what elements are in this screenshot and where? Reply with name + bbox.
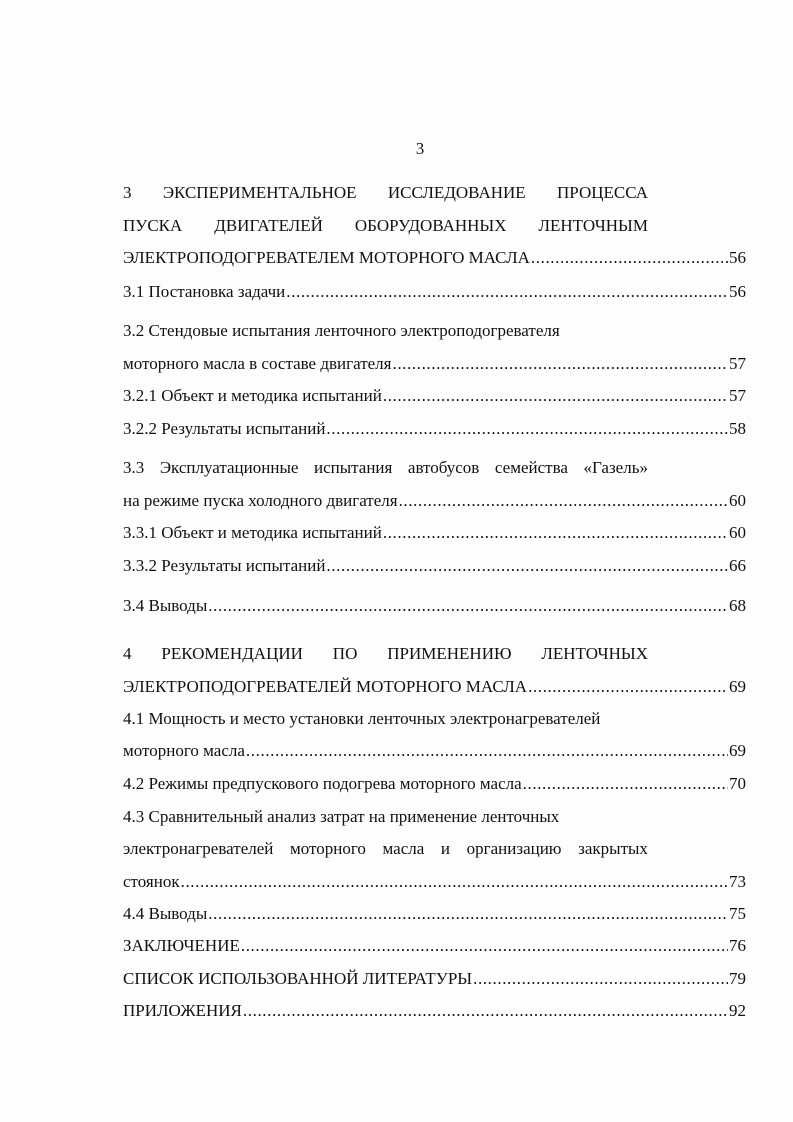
toc-entry-3-3: на режиме пуска холодного двигателя ..... 60 bbox=[123, 490, 746, 512]
page-ref: 56 bbox=[729, 248, 746, 267]
page-ref: 57 bbox=[729, 354, 746, 373]
toc-entry-chapter-3: ЭЛЕКТРОПОДОГРЕВАТЕЛЕМ МОТОРНОГО МАСЛА ..... 56 bbox=[123, 247, 746, 269]
toc-chapter-3-title-line-2: ПУСКА ДВИГАТЕЛЕЙ ОБОРУДОВАННЫХ ЛЕНТОЧНЫМ bbox=[123, 216, 648, 235]
page-ref: 73 bbox=[729, 872, 746, 891]
page-ref: 69 bbox=[729, 677, 746, 696]
toc-entry-3-3-1: 3.3.1 Объект и методика испытаний ..... 60 bbox=[123, 522, 746, 544]
page-ref: 60 bbox=[729, 523, 746, 542]
page-ref: 76 bbox=[729, 936, 746, 955]
toc-entry-3-4: 3.4 Выводы ..... 68 bbox=[123, 595, 746, 617]
toc-entry-4-3: стоянок ..... 73 bbox=[123, 871, 746, 893]
toc-entry-3-3-2: 3.3.2 Результаты испытаний ..... 66 bbox=[123, 555, 746, 577]
toc-entry-3-2-2: 3.2.2 Результаты испытаний ..... 58 bbox=[123, 418, 746, 440]
toc-entry-4-1-line-1: 4.1 Мощность и место установки ленточных электронагревателей bbox=[123, 709, 601, 728]
page-ref: 92 bbox=[729, 1001, 746, 1020]
toc-entry-4-3-line-1: 4.3 Сравнительный анализ затрат на применение ленточных bbox=[123, 807, 560, 826]
page-ref: 66 bbox=[729, 556, 746, 575]
page-ref: 58 bbox=[729, 419, 746, 438]
toc-entry-3-3-line-1: 3.3 Эксплуатационные испытания автобусов семейства «Газель» bbox=[123, 458, 648, 477]
toc-entry-references: СПИСОК ИСПОЛЬЗОВАННОЙ ЛИТЕРАТУРЫ ..... 79 bbox=[123, 968, 746, 990]
page-ref: 79 bbox=[729, 969, 746, 988]
toc-entry-4-4: 4.4 Выводы ..... 75 bbox=[123, 903, 746, 925]
page-number: 3 bbox=[415, 139, 425, 158]
toc-entry-3-2-line-1: 3.2 Стендовые испытания ленточного электроподогревателя bbox=[123, 321, 560, 340]
page-ref: 75 bbox=[729, 904, 746, 923]
page-ref: 70 bbox=[729, 774, 746, 793]
toc-entry-conclusion: ЗАКЛЮЧЕНИЕ ..... 76 bbox=[123, 935, 746, 957]
toc-chapter-3-title-line-1: 3 ЭКСПЕРИМЕНТАЛЬНОЕ ИССЛЕДОВАНИЕ ПРОЦЕССА bbox=[123, 183, 648, 202]
toc-entry-chapter-4: ЭЛЕКТРОПОДОГРЕВАТЕЛЕЙ МОТОРНОГО МАСЛА ..... 69 bbox=[123, 676, 746, 698]
page-ref: 56 bbox=[729, 282, 746, 301]
page-ref: 60 bbox=[729, 491, 746, 510]
page-ref: 57 bbox=[729, 386, 746, 405]
page-ref: 68 bbox=[729, 596, 746, 615]
toc-chapter-4-title-line-1: 4 РЕКОМЕНДАЦИИ ПО ПРИМЕНЕНИЮ ЛЕНТОЧНЫХ bbox=[123, 644, 648, 663]
toc-entry-4-3-line-2: электронагревателей моторного масла и организацию закрытых bbox=[123, 839, 648, 858]
toc-entry-3-1: 3.1 Постановка задачи ..... 56 bbox=[123, 281, 746, 303]
toc-entry-appendices: ПРИЛОЖЕНИЯ ..... 92 bbox=[123, 1000, 746, 1022]
toc-entry-3-2-1: 3.2.1 Объект и методика испытаний ..... 57 bbox=[123, 385, 746, 407]
toc-entry-4-1: моторного масла ..... 69 bbox=[123, 740, 746, 762]
page-ref: 69 bbox=[729, 741, 746, 760]
toc-entry-4-2: 4.2 Режимы предпускового подогрева моторного масла ..... 70 bbox=[123, 773, 746, 795]
toc-entry-3-2: моторного масла в составе двигателя ..... 57 bbox=[123, 353, 746, 375]
